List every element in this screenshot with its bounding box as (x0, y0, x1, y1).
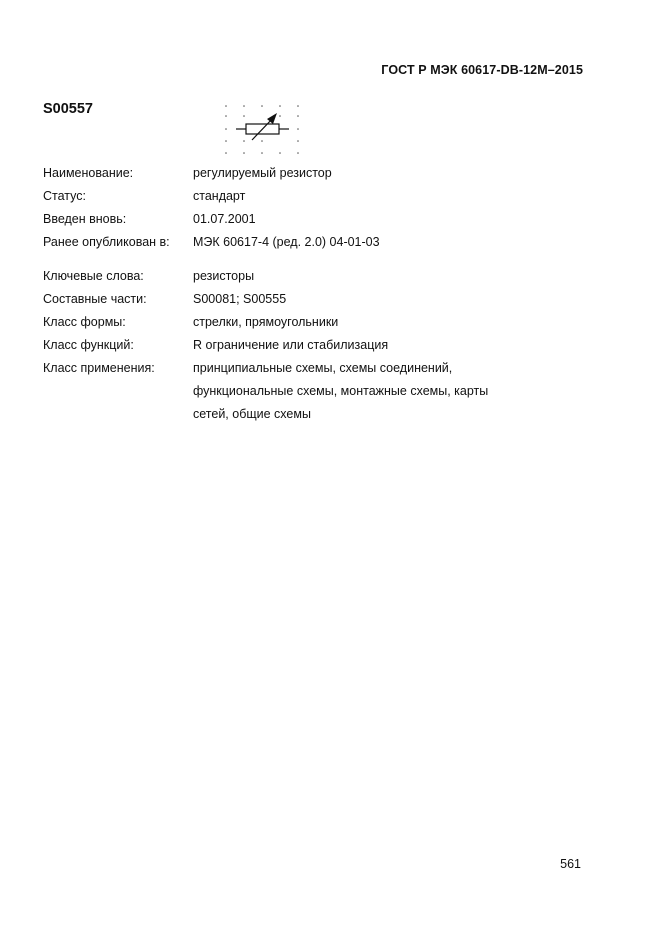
property-row (43, 208, 523, 231)
property-row (43, 185, 523, 208)
property-row (43, 265, 523, 288)
property-value-line: принципиальные схемы, схемы соединений, (193, 361, 453, 375)
property-value: регулируемый резистор (193, 166, 332, 180)
property-value-line: сетей, общие схемы (193, 407, 311, 421)
variable-resistor-symbol-icon (222, 100, 304, 156)
property-value: МЭК 60617-4 (ред. 2.0) 04-01-03 (193, 235, 380, 249)
page-number: 561 (560, 857, 581, 871)
property-label: Класс функций: (43, 338, 134, 352)
property-row (43, 231, 523, 254)
property-row (43, 162, 523, 185)
property-label: Ранее опубликован в: (43, 235, 170, 249)
property-value: R ограничение или стабилизация (193, 338, 389, 352)
property-value-line: функциональные схемы, монтажные схемы, карты (193, 384, 489, 398)
property-label: Статус: (43, 189, 86, 203)
property-value: S00081; S00555 (193, 292, 287, 306)
property-label: Составные части: (43, 292, 147, 306)
property-value: 01.07.2001 (193, 212, 256, 226)
properties-table (43, 162, 523, 426)
property-value: стандарт (193, 189, 246, 203)
property-value-multiline (193, 357, 523, 426)
property-label: Наименование: (43, 166, 134, 180)
property-label: Класс формы: (43, 315, 126, 329)
property-row (43, 357, 523, 426)
property-row (43, 311, 523, 334)
symbol-code: S00557 (43, 101, 93, 117)
property-value: резисторы (193, 269, 255, 283)
property-label: Ключевые слова: (43, 269, 144, 283)
property-value: стрелки, прямоугольники (193, 315, 339, 329)
property-label: Введен вновь: (43, 212, 127, 226)
property-row (43, 288, 523, 311)
property-row (43, 334, 523, 357)
document-header: ГОСТ Р МЭК 60617-DB-12M–2015 (381, 63, 583, 77)
property-label: Класс применения: (43, 361, 155, 375)
